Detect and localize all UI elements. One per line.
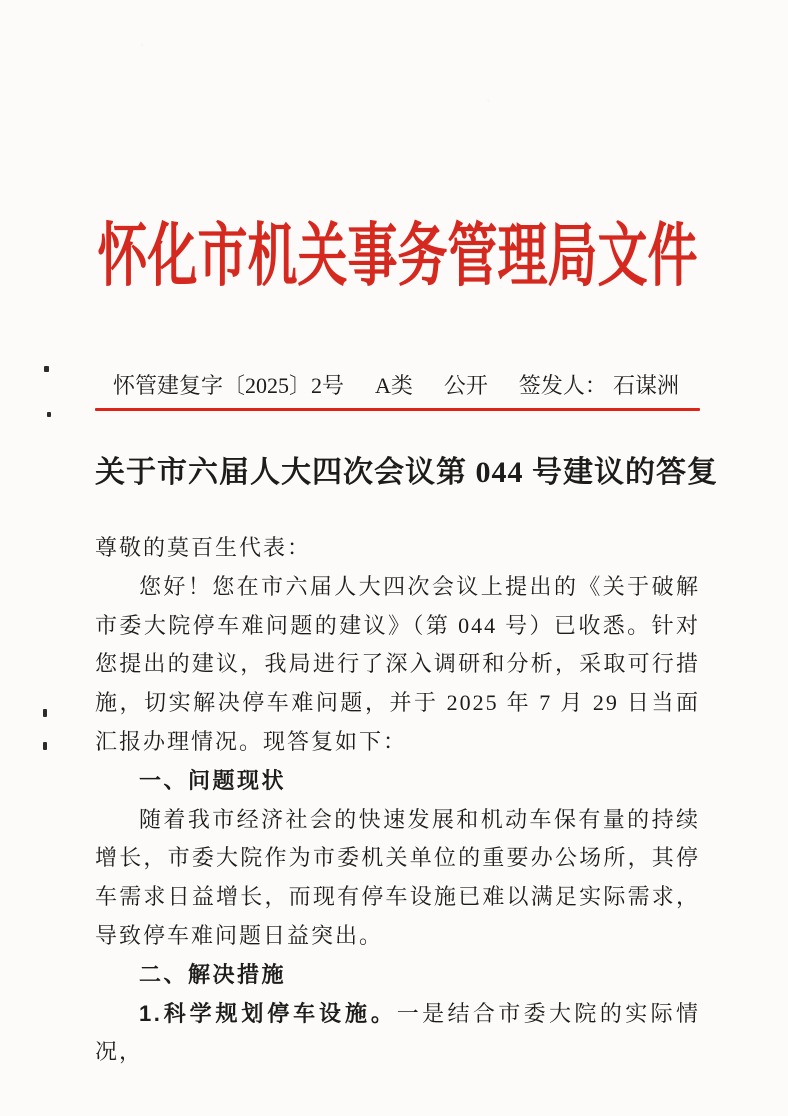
agency-letterhead [95,215,700,295]
doc-meta-row [95,373,700,399]
issuer-label: 签发人： [518,373,607,398]
paragraph-intro: 您好！您在市六届人大四次会议上提出的《关于破解市委大院停车难问题的建议》（第 044 号）已收悉。针对您提出的建议，我局进行了深入调研和分析，采取可行措施，切实解决停车难问题，并于 2025 年 7 月 29 日当面汇报办理情况。现答复如下： [95,573,700,754]
document-content [0,215,788,1072]
scan-artifact-mark [44,366,49,372]
salutation: 尊敬的莫百生代表： [95,535,312,560]
doc-number: 怀管建复字〔2025〕2号 [113,373,345,398]
section-heading-2: 二、解决措施 [139,961,287,987]
section-heading-1: 一、问题现状 [139,767,287,793]
doc-disclosure: 公开 [443,373,488,398]
paragraph-status: 随着我市经济社会的快速发展和机动车保有量的持续增长，市委大院作为市委机关单位的重要办公场所，其停车需求日益增长，而现有停车设施已难以满足实际需求，导致停车难问题日益突出。 [95,806,700,948]
scan-artifact-mark [43,742,47,750]
scan-artifact-mark [47,412,51,417]
document-body [95,529,700,1072]
measure-1-lead: 1.科学规划停车设施。 [139,1000,397,1026]
paragraph-measure-1 [95,995,700,1073]
agency-letterhead-text: 怀化市机关事务管理局文件 [97,216,698,295]
issuer-name: 石谋洲 [612,373,679,398]
issuer [519,373,679,399]
measure-1-text: 一是结合市委大院的实际情况， [95,1000,700,1065]
document-title: 关于市六届人大四次会议第 044 号建议的答复 [95,456,718,489]
red-divider-line [95,408,700,411]
doc-category: A类 [375,373,413,398]
scan-artifact-mark [43,709,47,717]
